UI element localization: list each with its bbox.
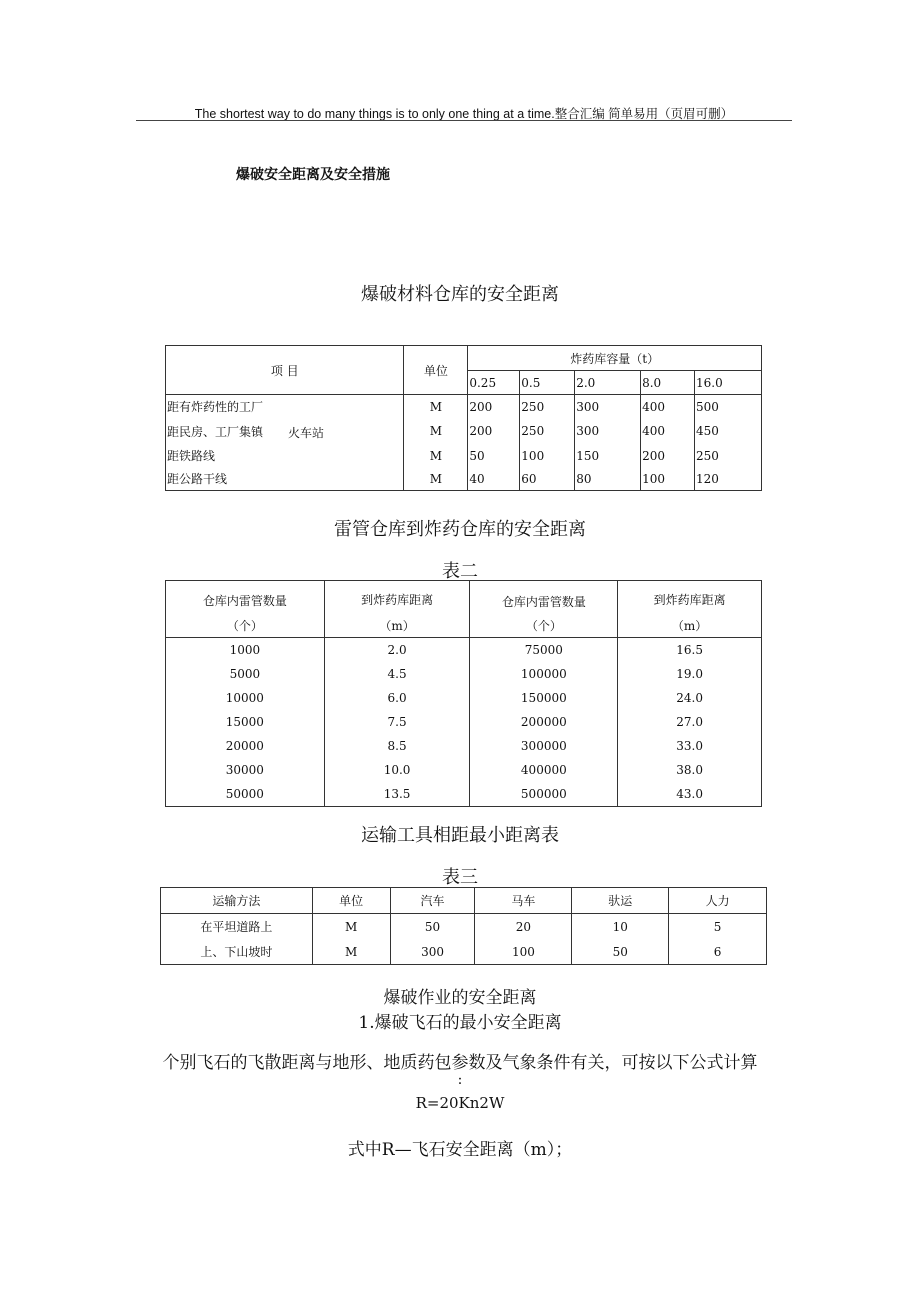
- count-cell: 1000: [166, 638, 325, 663]
- section2-caption: 雷管仓库到炸药仓库的安全距离: [334, 519, 586, 540]
- value-cell: 20: [475, 914, 572, 940]
- section4-colon: :: [457, 1072, 463, 1088]
- value-cell: 200: [468, 395, 520, 419]
- value-cell: 60: [520, 467, 575, 491]
- row-label-cell: [166, 418, 404, 444]
- row-unit: M: [404, 418, 468, 444]
- distance-cell: 13.5: [324, 782, 470, 807]
- section4-title: 爆破作业的安全距离: [383, 988, 537, 1008]
- page-header: The shortest way to do many things is to only one thing at a time.整合汇编 简单易用（页眉可删）: [194, 107, 734, 121]
- distance-cell: 33.0: [618, 734, 762, 758]
- header-cell: 汽车: [390, 888, 475, 914]
- header-cell: 到炸药库距离: [618, 581, 762, 614]
- count-cell: 30000: [166, 758, 325, 782]
- count-cell: 15000: [166, 710, 325, 734]
- row-label-extra: 火车站: [288, 426, 325, 440]
- count-cell: 10000: [166, 686, 325, 710]
- value-cell: 250: [520, 418, 575, 444]
- section1-caption: 爆破材料仓库的安全距离: [361, 284, 559, 305]
- formula: R=20Kn2W: [415, 1094, 505, 1112]
- row-unit: M: [404, 444, 468, 467]
- header-unit: 单位: [404, 346, 468, 395]
- distance-cell: 4.5: [324, 662, 470, 686]
- distance-cell: 19.0: [618, 662, 762, 686]
- value-cell: 500: [695, 395, 762, 419]
- header-cell: 到炸药库距离: [324, 581, 470, 614]
- value-cell: 400: [641, 395, 695, 419]
- detonator-distance-table: [165, 580, 762, 807]
- header-capacity: 炸药库容量（t）: [468, 346, 762, 371]
- value-cell: 250: [520, 395, 575, 419]
- header-unit-cell: （m）: [618, 613, 762, 638]
- formula-definition: 式中R—飞石安全距离（m）；: [347, 1140, 573, 1160]
- count-cell: 400000: [470, 758, 618, 782]
- header-unit-cell: （个）: [166, 613, 325, 638]
- value-cell: 10: [572, 914, 669, 940]
- table-row: [166, 710, 762, 734]
- header-cell: 运输方法: [161, 888, 313, 914]
- header-divider: [136, 120, 792, 121]
- warehouse-distance-table: [165, 345, 762, 491]
- value-cell: 300: [390, 939, 475, 965]
- count-cell: 5000: [166, 662, 325, 686]
- table-row: [161, 939, 767, 965]
- row-label: 距铁路线: [166, 444, 404, 467]
- value-cell: 400: [641, 418, 695, 444]
- header-unit-cell: （个）: [470, 613, 618, 638]
- value-cell: 100: [520, 444, 575, 467]
- distance-cell: 27.0: [618, 710, 762, 734]
- distance-cell: 16.5: [618, 638, 762, 663]
- table-row: [166, 444, 762, 467]
- distance-cell: 43.0: [618, 782, 762, 807]
- unit-cell: M: [312, 939, 390, 965]
- row-label: 距有炸药性的工厂: [166, 395, 404, 419]
- row-label: 距公路干线: [166, 467, 404, 491]
- distance-cell: 6.0: [324, 686, 470, 710]
- row-unit: M: [404, 395, 468, 419]
- table-row: [166, 686, 762, 710]
- value-cell: 200: [641, 444, 695, 467]
- value-cell: 100: [641, 467, 695, 491]
- count-cell: 500000: [470, 782, 618, 807]
- header-cell: 仓库内雷管数量: [470, 581, 618, 614]
- count-cell: 300000: [470, 734, 618, 758]
- distance-cell: 10.0: [324, 758, 470, 782]
- header-unit-cell: （m）: [324, 613, 470, 638]
- method-cell: 上、下山坡时: [161, 939, 313, 965]
- table-row: [166, 758, 762, 782]
- method-cell: 在平坦道路上: [161, 914, 313, 940]
- value-cell: 120: [695, 467, 762, 491]
- value-cell: 40: [468, 467, 520, 491]
- header-cell: 马车: [475, 888, 572, 914]
- value-cell: 5: [669, 914, 767, 940]
- count-cell: 50000: [166, 782, 325, 807]
- value-cell: 80: [575, 467, 641, 491]
- table-row: [166, 734, 762, 758]
- table-row: [166, 662, 762, 686]
- table-row: [166, 395, 762, 419]
- row-label: 距民房、工厂集镇: [167, 424, 264, 439]
- section4-subtitle: 1.爆破飞石的最小安全距离: [358, 1013, 562, 1033]
- section3-caption: 运输工具相距最小距离表: [361, 825, 559, 846]
- value-cell: 150: [575, 444, 641, 467]
- count-cell: 20000: [166, 734, 325, 758]
- table-row: [166, 467, 762, 491]
- value-cell: 450: [695, 418, 762, 444]
- value-cell: 200: [468, 418, 520, 444]
- capacity-cell: 2.0: [575, 371, 641, 395]
- distance-cell: 38.0: [618, 758, 762, 782]
- distance-cell: 7.5: [324, 710, 470, 734]
- distance-cell: 2.0: [324, 638, 470, 663]
- count-cell: 150000: [470, 686, 618, 710]
- header-item: 项 目: [166, 346, 404, 395]
- value-cell: 6: [669, 939, 767, 965]
- count-cell: 100000: [470, 662, 618, 686]
- count-cell: 75000: [470, 638, 618, 663]
- value-cell: 50: [572, 939, 669, 965]
- value-cell: 300: [575, 418, 641, 444]
- table-row: [161, 914, 767, 940]
- table-row: [166, 782, 762, 807]
- capacity-cell: 0.25: [468, 371, 520, 395]
- table-row: [166, 418, 762, 444]
- document-title: 爆破安全距离及安全措施: [236, 167, 390, 183]
- value-cell: 250: [695, 444, 762, 467]
- section4-paragraph: 个别飞石的飞散距离与地形、地质药包参数及气象条件有关，可按以下公式计算: [162, 1053, 758, 1073]
- capacity-cell: 16.0: [695, 371, 762, 395]
- unit-cell: M: [312, 914, 390, 940]
- value-cell: 100: [475, 939, 572, 965]
- value-cell: 300: [575, 395, 641, 419]
- count-cell: 200000: [470, 710, 618, 734]
- value-cell: 50: [468, 444, 520, 467]
- table-row: [166, 638, 762, 663]
- section2-table-label: 表二: [442, 561, 478, 582]
- header-cell: 仓库内雷管数量: [166, 581, 325, 614]
- capacity-cell: 8.0: [641, 371, 695, 395]
- distance-cell: 8.5: [324, 734, 470, 758]
- distance-cell: 24.0: [618, 686, 762, 710]
- capacity-cell: 0.5: [520, 371, 575, 395]
- header-cell: 人力: [669, 888, 767, 914]
- section3-table-label: 表三: [442, 867, 478, 888]
- header-cell: 单位: [312, 888, 390, 914]
- row-unit: M: [404, 467, 468, 491]
- transport-distance-table: [160, 887, 767, 965]
- header-cell: 驮运: [572, 888, 669, 914]
- value-cell: 50: [390, 914, 475, 940]
